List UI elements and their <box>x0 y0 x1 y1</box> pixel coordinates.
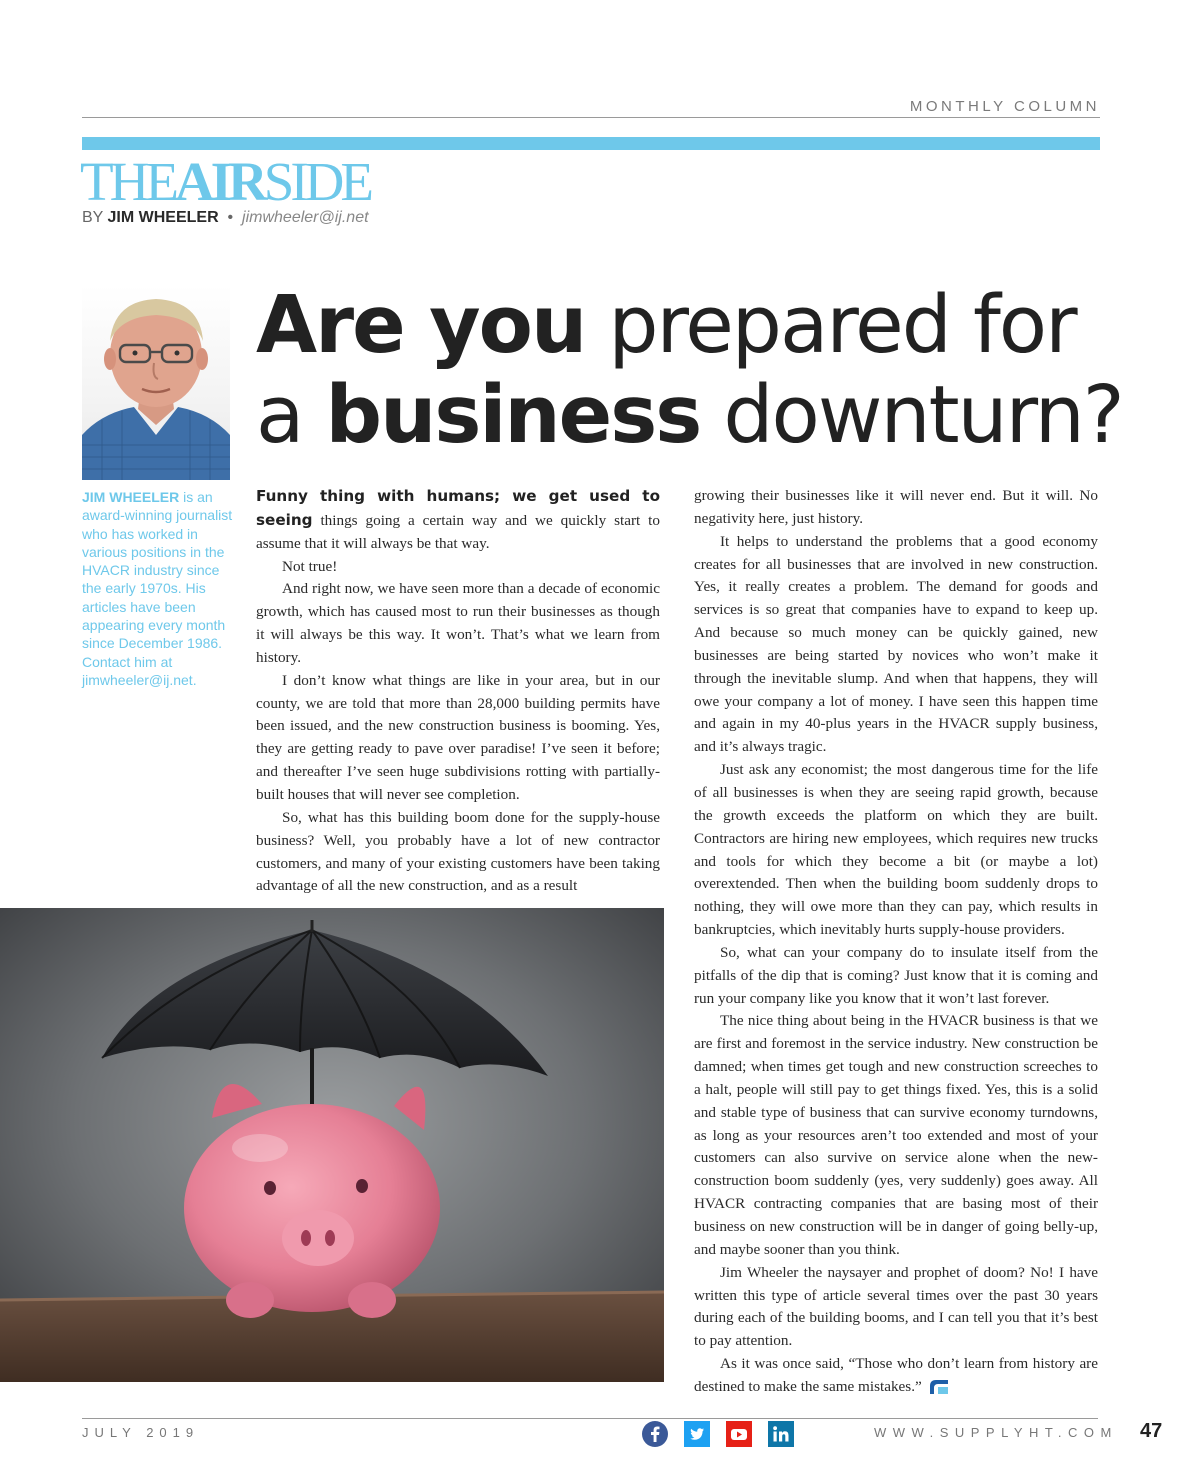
final-paragraph-text: As it was once said, “Those who don’t learn from history are destined to make the same mistakes.” <box>694 1355 1098 1395</box>
lead-paragraph <box>256 485 660 556</box>
footer-rule <box>82 1418 1098 1419</box>
end-mark-icon <box>928 1378 950 1396</box>
author-bio <box>82 488 242 689</box>
lead-in: Funny thing with humans; we get used to seeing <box>256 487 660 529</box>
brand-air: AIR <box>174 151 264 212</box>
byline-by: BY <box>82 209 104 226</box>
headline-light-1: prepared for <box>585 279 1076 371</box>
footer-issue-date: JULY 2019 <box>82 1425 200 1440</box>
linkedin-icon[interactable] <box>768 1421 794 1447</box>
byline-email[interactable]: jimwheeler@ij.net <box>242 209 369 226</box>
paragraph: So, what can your company do to insulate itself from the pitfalls of the dip that is coming? Just know that it is coming and run your company like you know that it won’t last forever. <box>694 943 1098 1007</box>
paragraph: I don’t know what things are like in your area, but in our county, we are told that more than 28,000 building permits have been issued, and the new construction business is booming. Yes, they are getting ready to pave over paradise! I’ve seen it before; and thereafter I’ve seen huge subdivisions rotting with partially-built houses that will never see completion. <box>256 671 660 803</box>
paragraph: The nice thing about being in the HVACR business is that we are first and foremost in the service industry. New construction be damned; when times get tough and new construction screeches to a halt, people will still pay to get things fixed. Yes, this is a solid and stable type of business that can survive economy turndowns, as long as your resources aren’t too extended and most of your customers can also survive on service alone when the new-construction boom suddenly (yes, very suddenly) goes away. All HVACR contracting companies that are basing most of their business on new construction will be in danger of going belly-up, and maybe sooner than you think. <box>694 1012 1098 1258</box>
header-rule <box>82 117 1100 118</box>
footer-website[interactable]: WWW.SUPPLYHT.COM <box>874 1425 1118 1440</box>
lead-rest: things going a certain way and we quickly start to assume that it will always be that way. <box>256 511 660 552</box>
accent-bar <box>82 137 1100 150</box>
headline-light-2: a <box>256 369 326 461</box>
paragraph: It helps to understand the problems that a good economy creates for all businesses that are involved in new construction. Yes, it really creates a problem. The demand for goods and services is so great that companies have to expand to keep up. And because so much money can be quickly gained, new businesses are being started by novices who won’t make it through the inevitable slump. And when that happens, they will owe your company a lot of money. I have seen this happen time and again in my 40-plus years in the HVACR supply business, and it’s always tragic. <box>694 532 1098 756</box>
paragraph: Jim Wheeler the naysayer and prophet of doom? No! I have written this type of article several times over the past 30 years during each of the building booms, and I can tell you that it’s best to pay attention. <box>694 1263 1098 1350</box>
author-bio-text: is an award-winning journalist who has worked in various positions in the HVACR industry since the early 1970s. His articles have been appearing every month since December 1986. Contact him at jimwheeler@ij.net. <box>82 489 233 688</box>
article-headline <box>256 280 1186 460</box>
paragraph: And right now, we have seen more than a decade of economic growth, which has caused most to run their businesses as though it will always be this way. It won’t. That’s what we learn from history. <box>256 580 660 666</box>
youtube-icon[interactable] <box>726 1421 752 1447</box>
facebook-icon[interactable] <box>642 1421 668 1447</box>
paragraph-continuation: growing their businesses like it will never end. But it will. No negativity here, just history. <box>694 487 1098 527</box>
author-bio-name: JIM WHEELER <box>82 489 180 505</box>
paragraph: Not true! <box>282 557 338 575</box>
headline-light-3: downturn? <box>700 369 1123 461</box>
article-column-2 <box>694 485 1098 1399</box>
byline-author: JIM WHEELER <box>107 209 219 226</box>
final-paragraph <box>694 1353 1098 1399</box>
social-links <box>642 1421 794 1447</box>
section-label: MONTHLY COLUMN <box>909 98 1100 115</box>
byline <box>82 209 369 227</box>
byline-separator: • <box>227 209 234 226</box>
paragraph: So, what has this building boom done for the supply-house business? Well, you probably have a lot of new contractor customers, and many of your existing customers have been taking advantage of all the new construction, and as a result <box>256 808 660 895</box>
brand-side: SIDE <box>263 151 370 212</box>
column-logo <box>80 152 370 212</box>
page-number: 47 <box>1140 1420 1163 1442</box>
piggy-bank-umbrella-photo <box>0 908 664 1382</box>
brand-the: THE <box>80 151 175 212</box>
paragraph: Just ask any economist; the most dangerous time for the life of all businesses is when they are seeing rapid growth, because the growth exceeds the platform on which they are built. Contractors are hiring new employees, which requires new trucks and tools for which they become a bit (or maybe a lot) overextended. Then when the building boom suddenly drops to nothing, they will owe more than they can pay, which results in bankruptcies, which inevitably hurts supply-house providers. <box>694 761 1098 939</box>
headline-bold-1: Are you <box>256 279 586 371</box>
article-column-1 <box>256 485 660 898</box>
author-photo <box>82 285 230 480</box>
twitter-icon[interactable] <box>684 1421 710 1447</box>
headline-bold-2: business <box>325 369 701 461</box>
